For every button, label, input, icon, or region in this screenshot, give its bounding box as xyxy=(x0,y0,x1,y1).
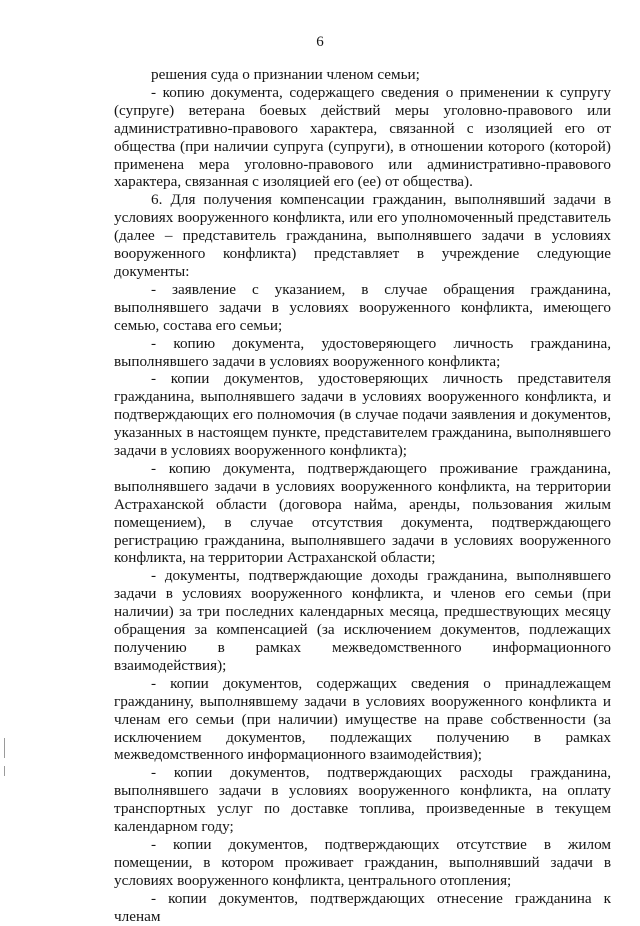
paragraph: - копию документа, содержащего сведения о применении к супругу (супруге) ветерана боевых действий меры уголовно-правового или административно-правового характера, связанной с изоляцией его от общества (при наличии супруга (супруги), в отношении которого (которой) применена мера уголовно-правового или административно-правового характера, связанная с изоляцией его (ее) от общества). xyxy=(114,83,611,191)
margin-scan-mark xyxy=(4,766,5,776)
list-item: - копии документов, подтверждающих отнесение гражданина к членам xyxy=(114,889,611,925)
paragraph: решения суда о признании членом семьи; xyxy=(151,66,420,83)
list-item: - заявление с указанием, в случае обращения гражданина, выполнявшего задачи в условиях вооруженного конфликта, имеющего семью, состава его семьи; xyxy=(114,280,611,334)
page-number: 6 xyxy=(316,34,324,50)
list-item: - копию документа, подтверждающего проживание гражданина, выполнявшего задачи в условиях вооруженного конфликта, на территории Астраханской области (договора найма, аренды, пользования жилым помещением), в случае отсутствия документа, подтверждающего регистрацию гражданина, выполнявшего задачи в условиях вооруженного конфликта, на территории Астраханской области; xyxy=(114,459,611,567)
list-item: - копии документов, подтверждающих отсутствие в жилом помещении, в котором проживает гражданин, выполнявший задачи в условиях вооруженного конфликта, центрального отопления; xyxy=(114,835,611,889)
margin-scan-mark xyxy=(4,738,5,758)
list-item: - копии документов, содержащих сведения о принадлежащем гражданину, выполнявшему задачи в условиях вооруженного конфликта и членам его семьи (при наличии) имуществе на праве собственности (за исключением документов, подлежащих получению в рамках межведомственного информационного взаимодействия); xyxy=(114,674,611,764)
list-item: - копии документов, удостоверяющих личность представителя гражданина, выполнявшего задачи в условиях вооруженного конфликта, и подтверждающих его полномочия (в случае подачи заявления и документов, указанных в настоящем пункте, представителем гражданина, выполнявшего задачи в условиях вооруженного конфликта); xyxy=(114,370,611,460)
list-item: - документы, подтверждающие доходы гражданина, выполнявшего задачи в условиях вооруженного конфликта, и членов его семьи (при наличии) за три последних календарных месяца, предшествующих месяцу обращения за компенсацией (за исключением документов, подлежащих получению в рамках межведомственного информационного взаимодействия); xyxy=(114,567,611,674)
paragraph: 6. Для получения компенсации гражданин, выполнявший задачи в условиях вооруженного конфликта, или его уполномоченный представитель (далее – представитель гражданина, выполнявшего задачи в условиях вооруженного конфликта) представляет в учреждение следующие документы: xyxy=(114,191,611,280)
list-item: - копию документа, удостоверяющего личность гражданина, выполнявшего задачи в условиях вооруженного конфликта; xyxy=(114,334,611,370)
document-body xyxy=(114,66,611,926)
list-item: - копии документов, подтверждающих расходы гражданина, выполнявшего задачи в условиях вооруженного конфликта, на оплату транспортных услуг по доставке топлива, произведенные в текущем календарном году; xyxy=(114,764,611,836)
